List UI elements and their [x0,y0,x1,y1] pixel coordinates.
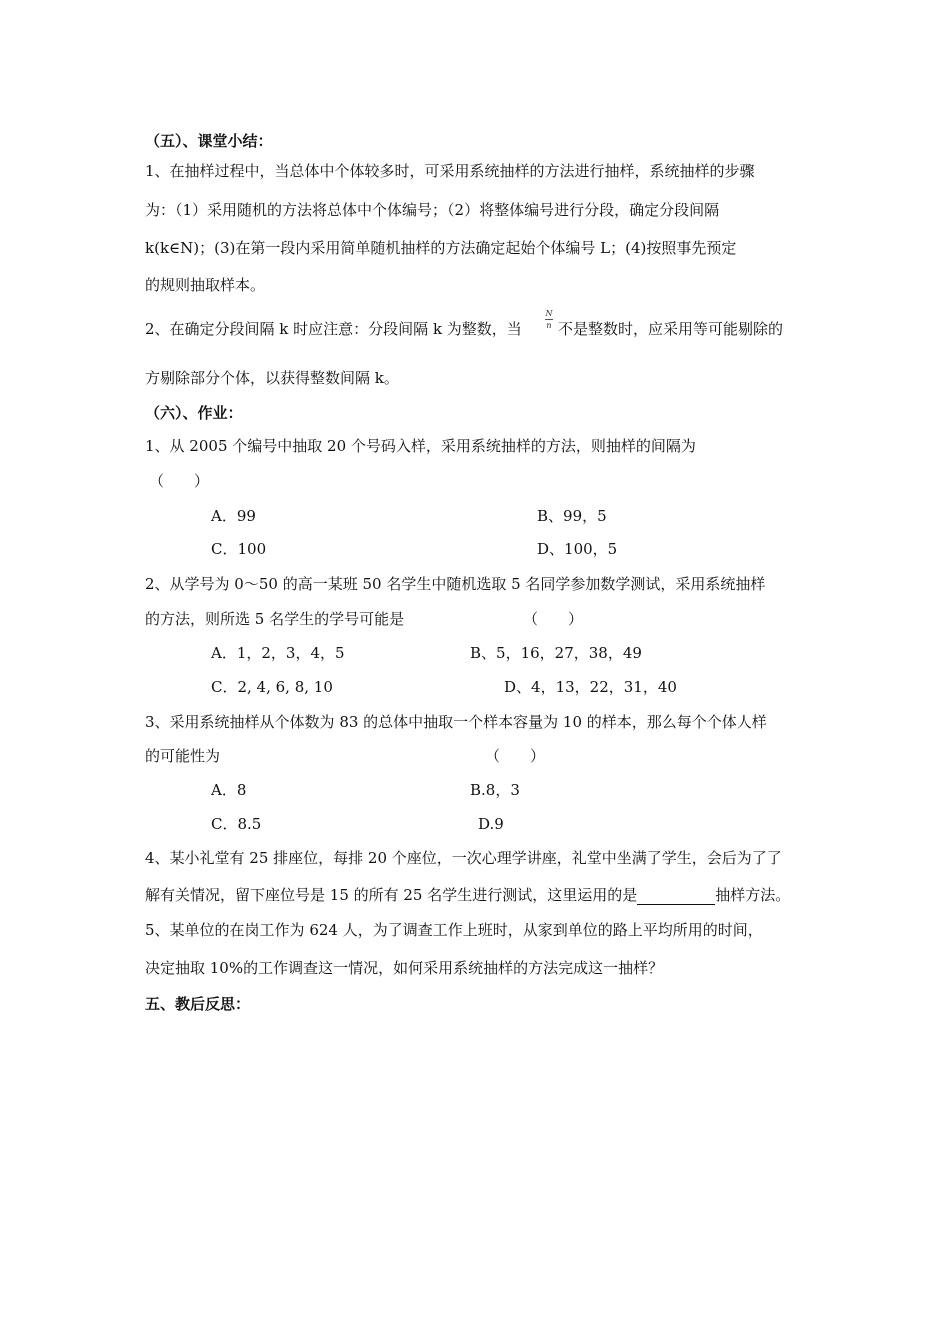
q1-option-b: B、99，5 [537,507,607,525]
q2-option-b: B、5，16，27，38，49 [470,644,642,662]
q2-line2: 的方法，则所选 5 名学生的学号可能是 [145,610,405,628]
q2-option-a: A．1，2，3，4，5 [211,644,345,662]
q3-line1: 3、采用系统抽样从个体数为 83 的总体中抽取一个样本容量为 10 的样本，那么每个个体人样 [145,713,767,731]
summary-p1-line3: k(k∈N)；(3)在第一段内采用简单随机抽样的方法确定起始个体编号 L；(4)按照事先预定 [145,239,737,257]
q3-option-c: C．8.5 [211,815,262,833]
q5-line1: 5、某单位的在岗工作为 624 人，为了调查工作上班时，从家到单位的路上平均所用的时间， [145,921,763,939]
summary-heading: （五）、课堂小结： [145,132,273,150]
q2-line1: 2、从学号为 0～50 的高一某班 50 名学生中随机选取 5 名同学参加数学测试，采用系统抽样 [145,575,766,593]
q1-stem: 1、从 2005 个编号中抽取 20 个号码入样，采用系统抽样的方法，则抽样的间隔为 [145,437,696,455]
q1-option-c: C．100 [211,540,267,558]
fraction-denominator: n [546,321,552,330]
q1-option-a: A．99 [211,507,256,525]
q3-line2: 的可能性为 [145,747,221,765]
q4-line1: 4、某小礼堂有 25 排座位，每排 20 个座位，一次心理学讲座，礼堂中坐满了学生，会后为了了 [145,849,782,867]
q3-option-b: B.8，3 [470,781,520,799]
reflection-heading: 五、教后反思： [145,995,251,1013]
q1-paren: （ ） [149,472,210,490]
q2-option-c: C．2, 4, 6, 8, 10 [211,678,333,696]
q4-answer-blank[interactable] [637,890,715,905]
summary-p1-line1: 1、在抽样过程中，当总体中个体较多时，可采用系统抽样的方法进行抽样，系统抽样的步骤 [145,162,755,180]
q3-option-a: A．8 [211,781,247,799]
q5-line2: 决定抽取 10%的工作调查这一情况，如何采用系统抽样的方法完成这一抽样？ [145,959,664,977]
homework-heading: （六）、作业： [145,404,243,422]
q4-line2-text: 解有关情况，留下座位号是 15 的所有 25 名学生进行测试，这里运用的是 [145,886,638,904]
q1-option-d: D、100，5 [537,540,618,558]
summary-p1-line2: 为：（1）采用随机的方法将总体中个体编号；（2）将整体编号进行分段，确定分段间隔 [145,201,720,219]
q3-paren: （ ） [485,747,546,765]
q4-line2 [145,885,790,905]
q2-option-d: D、4，13，22，31，40 [504,678,677,696]
summary-p1-line4: 的规则抽取样本。 [145,276,266,294]
fraction-bar [545,319,553,320]
q2-paren: （ ） [523,610,584,628]
fraction-numerator: N [545,309,553,318]
q3-option-d: D.9 [478,815,504,833]
q4-line2-end: 抽样方法。 [715,886,791,904]
summary-p2-line1a: 2、在确定分段间隔 k 时应注意：分段间隔 k 为整数，当 [145,320,522,338]
summary-p2-line2: 方剔除部分个体，以获得整数间隔 k。 [145,369,399,387]
summary-p2-line1b: 不是整数时，应采用等可能剔除的 [558,320,784,338]
